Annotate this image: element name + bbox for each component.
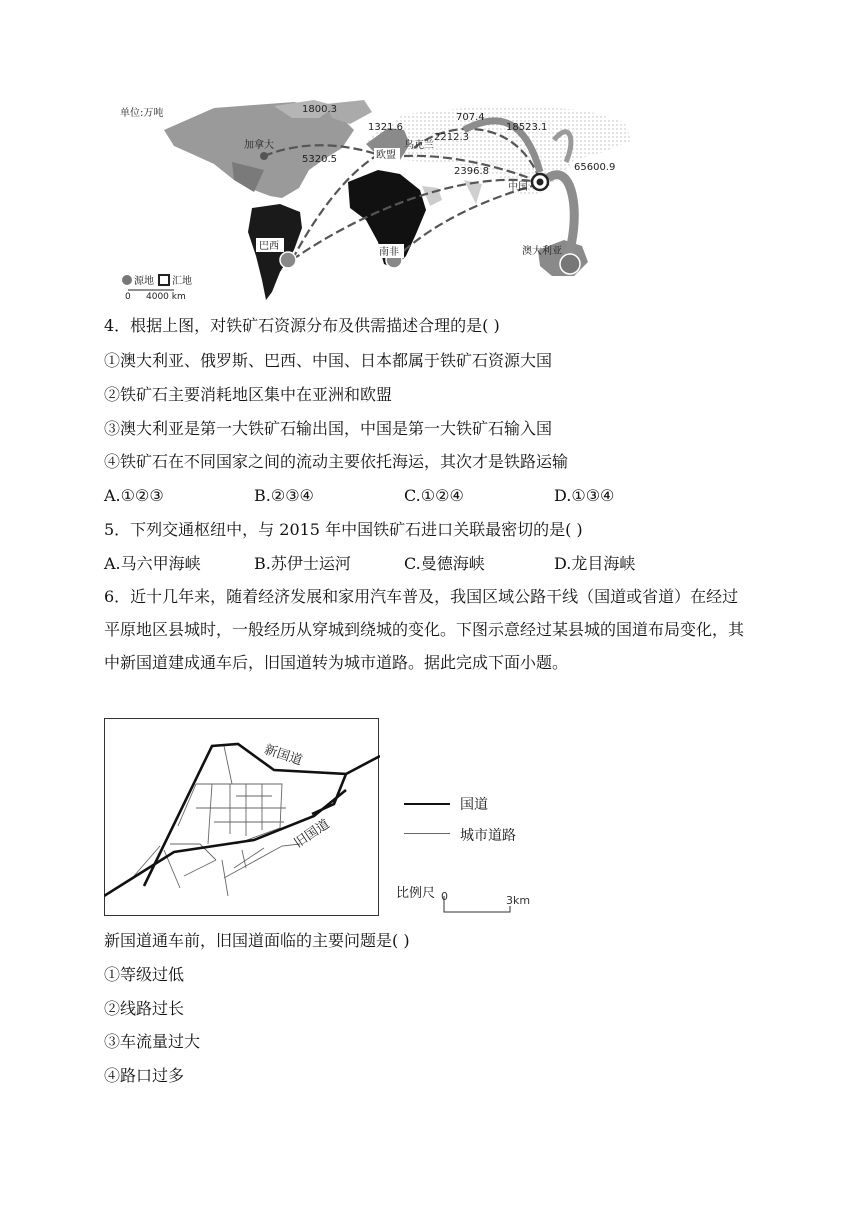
q4-option-a[interactable]: A.①②③: [104, 486, 164, 505]
q6-intro: 6．近十几年来，随着经济发展和家用汽车普及，我国区域公路干线（国道或省道）在经过平原地区县城时，一般经历从穿城到绕城的变化。下图示意经过某县城的国道布局变化，其中新国道建成通车后，旧国道转为城市道路。据此完成下面小题。: [104, 587, 745, 672]
flow-value: 2396.8: [454, 166, 489, 177]
q6-sub-stem: 新国道通车前，旧国道面临的主要问题是( ): [104, 931, 410, 950]
scale-distance: 4000 km: [146, 292, 186, 302]
q5-option-b[interactable]: B.苏伊士运河: [254, 554, 351, 573]
legend-sink: 汇地: [172, 276, 192, 287]
iron-ore-flow-map: [104, 100, 636, 304]
flow-value: 65600.9: [574, 162, 616, 173]
label-australia: 澳大利亚: [522, 246, 562, 257]
label-china: 中国: [508, 182, 528, 193]
old-road-label: 旧国道: [291, 816, 333, 852]
q6-statement-4: ④路口过多: [104, 1066, 185, 1085]
q5-option-a[interactable]: A.马六甲海峡: [104, 554, 201, 573]
scale-label: 比例尺: [396, 886, 436, 901]
legend-city-label: 城市道路: [460, 828, 516, 844]
label-brazil: 巴西: [259, 241, 279, 252]
label-south-africa: 南非: [379, 247, 399, 258]
q6-statement-3: ③车流量过大: [104, 1032, 201, 1051]
q5-stem: 5．下列交通枢纽中，与 2015 年中国铁矿石进口关联最密切的是( ): [104, 520, 583, 539]
flow-value: 707.4: [456, 112, 485, 123]
scale-zero: 0: [125, 292, 131, 302]
unit-label: 单位:万吨: [120, 108, 164, 119]
new-road-label: 新国道: [262, 742, 305, 769]
q5-option-c[interactable]: C.曼德海峡: [404, 554, 485, 573]
scale-bar: [440, 890, 540, 916]
flow-value: 1800.3: [302, 104, 337, 115]
q4-statement-1: ①澳大利亚、俄罗斯、巴西、中国、日本都属于铁矿石资源大国: [104, 351, 553, 370]
label-canada: 加拿大: [244, 140, 274, 151]
label-ukraine: 乌克兰: [404, 140, 434, 151]
scale-distance: 3km: [506, 894, 531, 907]
q4-option-d[interactable]: D.①③④: [554, 486, 615, 505]
q4-statement-3: ③澳大利亚是第一大铁矿石输出国，中国是第一大铁矿石输入国: [104, 419, 553, 438]
q5-option-d[interactable]: D.龙目海峡: [554, 554, 636, 573]
scale-zero: 0: [441, 890, 448, 903]
flow-value: 5320.5: [302, 154, 337, 165]
flow-value: 1321.6: [368, 122, 403, 133]
q4-statement-4: ④铁矿石在不同国家之间的流动主要依托海运，其次才是铁路运输: [104, 452, 569, 471]
q6-statement-1: ①等级过低: [104, 965, 185, 984]
flow-value: 18523.1: [506, 122, 548, 133]
q4-stem: 4．根据上图，对铁矿石资源分布及供需描述合理的是( ): [104, 316, 500, 335]
flow-value: 2212.3: [434, 132, 469, 143]
q4-option-b[interactable]: B.②③④: [254, 486, 314, 505]
county-road-diagram: [104, 718, 380, 918]
legend-city-line: [404, 833, 450, 834]
legend-national-line: [404, 803, 450, 805]
legend-source: 源地: [134, 276, 154, 287]
q6-statement-2: ②线路过长: [104, 999, 185, 1018]
legend-national-label: 国道: [460, 797, 488, 813]
q4-statement-2: ②铁矿石主要消耗地区集中在亚洲和欧盟: [104, 385, 393, 404]
label-eu: 欧盟: [376, 150, 396, 161]
q4-option-c[interactable]: C.①②④: [404, 486, 464, 505]
